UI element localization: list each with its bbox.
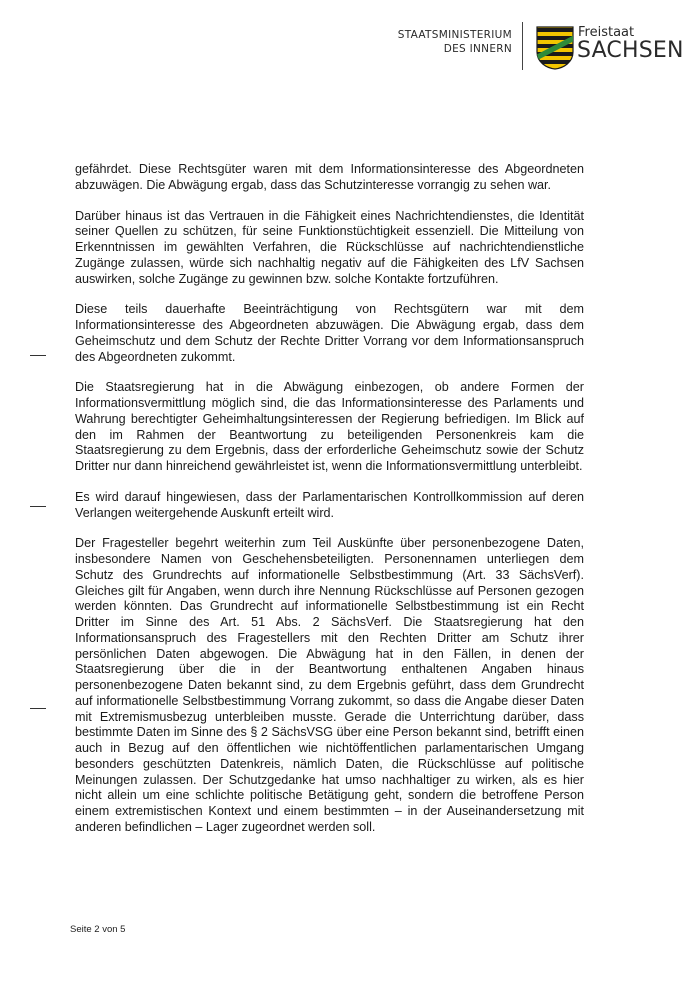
ministry-line-1: STAATSMINISTERIUM	[397, 29, 512, 41]
paragraph: gefährdet. Diese Rechtsgüter waren mit dem Informationsinteresse des Abgeordneten abzuwägen. Die Abwägung ergab, dass das Schutzinteresse vorrangig zu sehen war.	[75, 162, 584, 192]
state-name-large: SACHSEN	[577, 38, 684, 63]
paragraph: Es wird darauf hingewiesen, dass der Parlamentarischen Kontrollkommission auf deren Verlangen weitergehende Auskunft erteilt wird.	[75, 489, 584, 520]
ministry-name	[398, 28, 512, 56]
ministry-line-2: DES INNERN	[443, 43, 512, 55]
paragraph: Der Fragesteller begehrt weiterhin zum Teil Auskünfte über personenbezogene Daten, insbesondere Namen von Geschehensbeteiligten. Personennamen unterliegen dem Schutz des Grundrechts auf informationelle Selbstbestimmung (Art. 33 SächsVerf). Gleiches gilt für Angaben, wenn durch ihre Nennung Rückschlüsse auf Personen gezogen werden könnten. Das Grundrecht auf informationelle Selbstbestimmung ist ein Recht Dritter im Sinne des Art. 51 Abs. 2 SächsVerf. Die Staatsregierung hat den Informationsanspruch des Fragestellers mit den Rechten Dritter am Schutz ihrer persönlichen Daten abgewogen. Die Abwägung hat in den Fällen, in denen der Staatsregierung über die in der Beantwortung enthaltenen Angaben hinaus personenbezogene Daten bekannt sind, zu dem Ergebnis geführt, dass dem Grundrecht auf informationelle Selbstbestimmung Vorrang zukommt, so dass die Angabe dieser Daten mit Extremismusbezug unterbleiben musste. Gerade die Unterrichtung darüber, dass bestimmte Daten im Sinne des § 2 SächsVSG über eine Person bekannt sind, betrifft einen auch in Bezug auf den öffentlichen wie nichtöffentlichen parlamentarischen Umgang besonders geschützten Datenkreis, nämlich Daten, die Rückschlüsse auf politische Meinungen zulassen. Der Schutzgedanke hat umso nachhaltiger zu wirken, als es hier nicht allein um eine schlichte politische Betätigung geht, sondern die betroffene Person einem extremistischen Kontext und einem bestimmten – in der Auseinandersetzung mit anderen befindlichen – Lager zugeordnet werden soll.	[75, 536, 584, 834]
fold-mark	[30, 708, 46, 709]
saxony-crest-icon	[536, 26, 574, 70]
header-divider	[522, 22, 523, 70]
letter-body	[75, 162, 584, 851]
fold-mark	[30, 506, 46, 507]
paragraph: Darüber hinaus ist das Vertrauen in die Fähigkeit eines Nachrichtendienstes, die Identität seiner Quellen zu schützen, für seine Funktionstüchtigkeit essenziell. Die Mitteilung von Erkenntnissen im gewählten Verfahren, die Rückschlüsse auf nachrichtendienstliche Zugänge zulassen, würde sich nachhaltig negativ auf die Fähigkeiten des LfV Sachsen auswirken, solche Zugänge zu gewinnen bzw. solche Kontakte fortzuführen.	[75, 208, 584, 286]
paragraph: Die Staatsregierung hat in die Abwägung einbezogen, ob andere Formen der Informationsvermittlung möglich sind, die das Informationsinteresse des Parlaments und Wahrung berechtigter Geheimhaltungsinteressen der Regierung befriedigen. Im Blick auf den im Rahmen der Beantwortung zu beteiligenden Personenkreis kam die Staatsregierung zu dem Ergebnis, dass der erforderliche Geheimschutz sowie der Schutz Dritter nur dann hinreichend gewährleistet ist, wenn die Informationsvermittlung unterbleibt.	[75, 380, 584, 473]
state-name-small: Freistaat	[578, 25, 635, 40]
page-number: Seite 2 von 5	[70, 924, 126, 935]
paragraph: Diese teils dauerhafte Beeinträchtigung von Rechtsgütern war mit dem Informationsinteresse des Abgeordneten abzuwägen. Die Abwägung ergab, dass dem Geheimschutz und dem Schutz der Rechte Dritter Vorrang vor dem Informationsanspruch des Abgeordneten zukommt.	[75, 302, 584, 364]
fold-mark	[30, 355, 46, 356]
